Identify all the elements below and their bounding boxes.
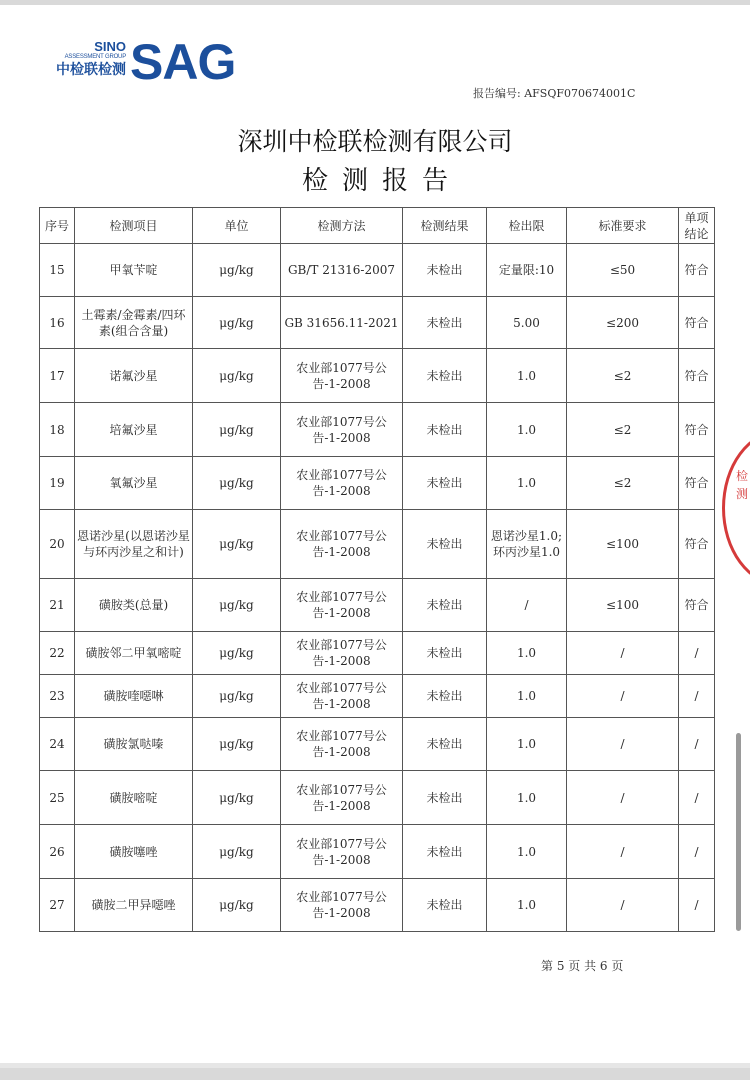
col-header-no: 序号 xyxy=(40,208,75,244)
cell-limit: 1.0 xyxy=(487,403,567,457)
cell-method: 农业部1077号公告-1-2008 xyxy=(281,718,403,771)
cell-method: 农业部1077号公告-1-2008 xyxy=(281,675,403,718)
cell-result: 未检出 xyxy=(403,632,487,675)
cell-result: 未检出 xyxy=(403,297,487,349)
cell-no: 24 xyxy=(40,718,75,771)
cell-item: 诺氟沙星 xyxy=(75,349,193,403)
cell-limit: 1.0 xyxy=(487,825,567,879)
col-header-result: 检测结果 xyxy=(403,208,487,244)
logo-sino: SINO xyxy=(94,39,126,54)
table-row xyxy=(40,457,715,510)
cell-item: 培氟沙星 xyxy=(75,403,193,457)
logo-sag: SAG xyxy=(130,34,236,90)
cell-unit: μg/kg xyxy=(193,297,281,349)
table-row xyxy=(40,349,715,403)
cell-method: 农业部1077号公告-1-2008 xyxy=(281,879,403,932)
cell-result: 未检出 xyxy=(403,718,487,771)
cell-method: 农业部1077号公告-1-2008 xyxy=(281,771,403,825)
cell-unit: μg/kg xyxy=(193,579,281,632)
cell-conclusion: / xyxy=(679,825,715,879)
cell-method: GB/T 21316-2007 xyxy=(281,244,403,297)
cell-item: 氧氟沙星 xyxy=(75,457,193,510)
cell-standard: / xyxy=(567,675,679,718)
cell-item: 磺胺邻二甲氧嘧啶 xyxy=(75,632,193,675)
cell-item: 磺胺二甲异噁唑 xyxy=(75,879,193,932)
cell-conclusion: / xyxy=(679,718,715,771)
cell-result: 未检出 xyxy=(403,825,487,879)
bottom-bar xyxy=(0,1068,750,1080)
cell-unit: μg/kg xyxy=(193,632,281,675)
cell-standard: / xyxy=(567,771,679,825)
cell-conclusion: 符合 xyxy=(679,244,715,297)
cell-limit: 1.0 xyxy=(487,675,567,718)
col-header-standard: 标准要求 xyxy=(567,208,679,244)
logo-cn-name: 中检联检测 xyxy=(56,62,126,78)
report-number: 报告编号: AFSQF070674001C xyxy=(473,87,636,100)
col-header-unit: 单位 xyxy=(193,208,281,244)
cell-unit: μg/kg xyxy=(193,675,281,718)
stamp-text: 检测 xyxy=(736,469,749,501)
page-number: 第 5 页 共 6 页 xyxy=(541,959,624,973)
results-table xyxy=(39,207,715,932)
cell-conclusion: / xyxy=(679,632,715,675)
table-header-row xyxy=(40,208,715,244)
document-title: 检测报告 xyxy=(301,166,462,196)
cell-limit: 1.0 xyxy=(487,718,567,771)
table-row xyxy=(40,718,715,771)
cell-standard: ≤100 xyxy=(567,579,679,632)
cell-method: 农业部1077号公告-1-2008 xyxy=(281,457,403,510)
cell-standard: ≤2 xyxy=(567,457,679,510)
cell-unit: μg/kg xyxy=(193,349,281,403)
cell-unit: μg/kg xyxy=(193,403,281,457)
cell-standard: ≤2 xyxy=(567,349,679,403)
logo-text-block xyxy=(40,40,126,79)
cell-limit: 定量限:10 xyxy=(487,244,567,297)
cell-item: 土霉素/金霉素/四环素(组合含量) xyxy=(75,297,193,349)
cell-item: 磺胺类(总量) xyxy=(75,579,193,632)
cell-standard: ≤2 xyxy=(567,403,679,457)
cell-result: 未检出 xyxy=(403,349,487,403)
cell-conclusion: 符合 xyxy=(679,510,715,579)
col-header-conclusion: 单项结论 xyxy=(679,208,715,244)
cell-unit: μg/kg xyxy=(193,825,281,879)
table-row xyxy=(40,675,715,718)
cell-method: GB 31656.11-2021 xyxy=(281,297,403,349)
cell-conclusion: 符合 xyxy=(679,457,715,510)
cell-unit: μg/kg xyxy=(193,718,281,771)
table-row xyxy=(40,825,715,879)
cell-result: 未检出 xyxy=(403,457,487,510)
cell-result: 未检出 xyxy=(403,675,487,718)
scrollbar[interactable] xyxy=(736,733,741,931)
cell-item: 磺胺氯哒嗪 xyxy=(75,718,193,771)
cell-standard: / xyxy=(567,632,679,675)
cell-conclusion: / xyxy=(679,879,715,932)
cell-item: 磺胺噻唑 xyxy=(75,825,193,879)
cell-standard: / xyxy=(567,879,679,932)
cell-method: 农业部1077号公告-1-2008 xyxy=(281,403,403,457)
cell-no: 18 xyxy=(40,403,75,457)
cell-standard: ≤100 xyxy=(567,510,679,579)
cell-result: 未检出 xyxy=(403,771,487,825)
cell-unit: μg/kg xyxy=(193,510,281,579)
cell-method: 农业部1077号公告-1-2008 xyxy=(281,579,403,632)
cell-unit: μg/kg xyxy=(193,879,281,932)
cell-conclusion: 符合 xyxy=(679,579,715,632)
cell-no: 15 xyxy=(40,244,75,297)
cell-no: 19 xyxy=(40,457,75,510)
col-header-method: 检测方法 xyxy=(281,208,403,244)
cell-limit: / xyxy=(487,579,567,632)
cell-method: 农业部1077号公告-1-2008 xyxy=(281,632,403,675)
cell-standard: ≤200 xyxy=(567,297,679,349)
cell-limit: 1.0 xyxy=(487,349,567,403)
cell-no: 17 xyxy=(40,349,75,403)
report-page xyxy=(0,5,750,1063)
cell-method: 农业部1077号公告-1-2008 xyxy=(281,349,403,403)
table-row xyxy=(40,403,715,457)
table-row xyxy=(40,771,715,825)
table-row xyxy=(40,510,715,579)
cell-no: 16 xyxy=(40,297,75,349)
cell-standard: / xyxy=(567,825,679,879)
cell-conclusion: 符合 xyxy=(679,403,715,457)
sag-logo xyxy=(40,34,250,95)
cell-result: 未检出 xyxy=(403,879,487,932)
red-seal-stamp xyxy=(722,430,750,586)
cell-no: 23 xyxy=(40,675,75,718)
cell-limit: 1.0 xyxy=(487,457,567,510)
cell-limit: 5.00 xyxy=(487,297,567,349)
cell-unit: μg/kg xyxy=(193,244,281,297)
cell-conclusion: / xyxy=(679,675,715,718)
table-row xyxy=(40,879,715,932)
cell-item: 恩诺沙星(以恩诺沙星与环丙沙星之和计) xyxy=(75,510,193,579)
cell-no: 22 xyxy=(40,632,75,675)
cell-limit: 1.0 xyxy=(487,632,567,675)
cell-no: 25 xyxy=(40,771,75,825)
cell-no: 26 xyxy=(40,825,75,879)
table-row xyxy=(40,632,715,675)
cell-result: 未检出 xyxy=(403,403,487,457)
cell-item: 磺胺嘧啶 xyxy=(75,771,193,825)
cell-conclusion: / xyxy=(679,771,715,825)
cell-no: 21 xyxy=(40,579,75,632)
cell-result: 未检出 xyxy=(403,579,487,632)
cell-item: 甲氧苄啶 xyxy=(75,244,193,297)
cell-standard: / xyxy=(567,718,679,771)
cell-limit: 1.0 xyxy=(487,879,567,932)
cell-result: 未检出 xyxy=(403,510,487,579)
cell-conclusion: 符合 xyxy=(679,297,715,349)
cell-conclusion: 符合 xyxy=(679,349,715,403)
cell-unit: μg/kg xyxy=(193,771,281,825)
cell-unit: μg/kg xyxy=(193,457,281,510)
cell-limit: 恩诺沙星1.0;环丙沙星1.0 xyxy=(487,510,567,579)
company-title: 深圳中检联检测有限公司 xyxy=(237,127,513,156)
cell-method: 农业部1077号公告-1-2008 xyxy=(281,510,403,579)
cell-item: 磺胺喹噁啉 xyxy=(75,675,193,718)
table-row xyxy=(40,244,715,297)
col-header-limit: 检出限 xyxy=(487,208,567,244)
table-row xyxy=(40,579,715,632)
cell-no: 27 xyxy=(40,879,75,932)
cell-result: 未检出 xyxy=(403,244,487,297)
table-row xyxy=(40,297,715,349)
cell-limit: 1.0 xyxy=(487,771,567,825)
col-header-item: 检测项目 xyxy=(75,208,193,244)
cell-standard: ≤50 xyxy=(567,244,679,297)
cell-no: 20 xyxy=(40,510,75,579)
logo-assessment: ASSESSMENT GROUP xyxy=(64,54,126,60)
cell-method: 农业部1077号公告-1-2008 xyxy=(281,825,403,879)
